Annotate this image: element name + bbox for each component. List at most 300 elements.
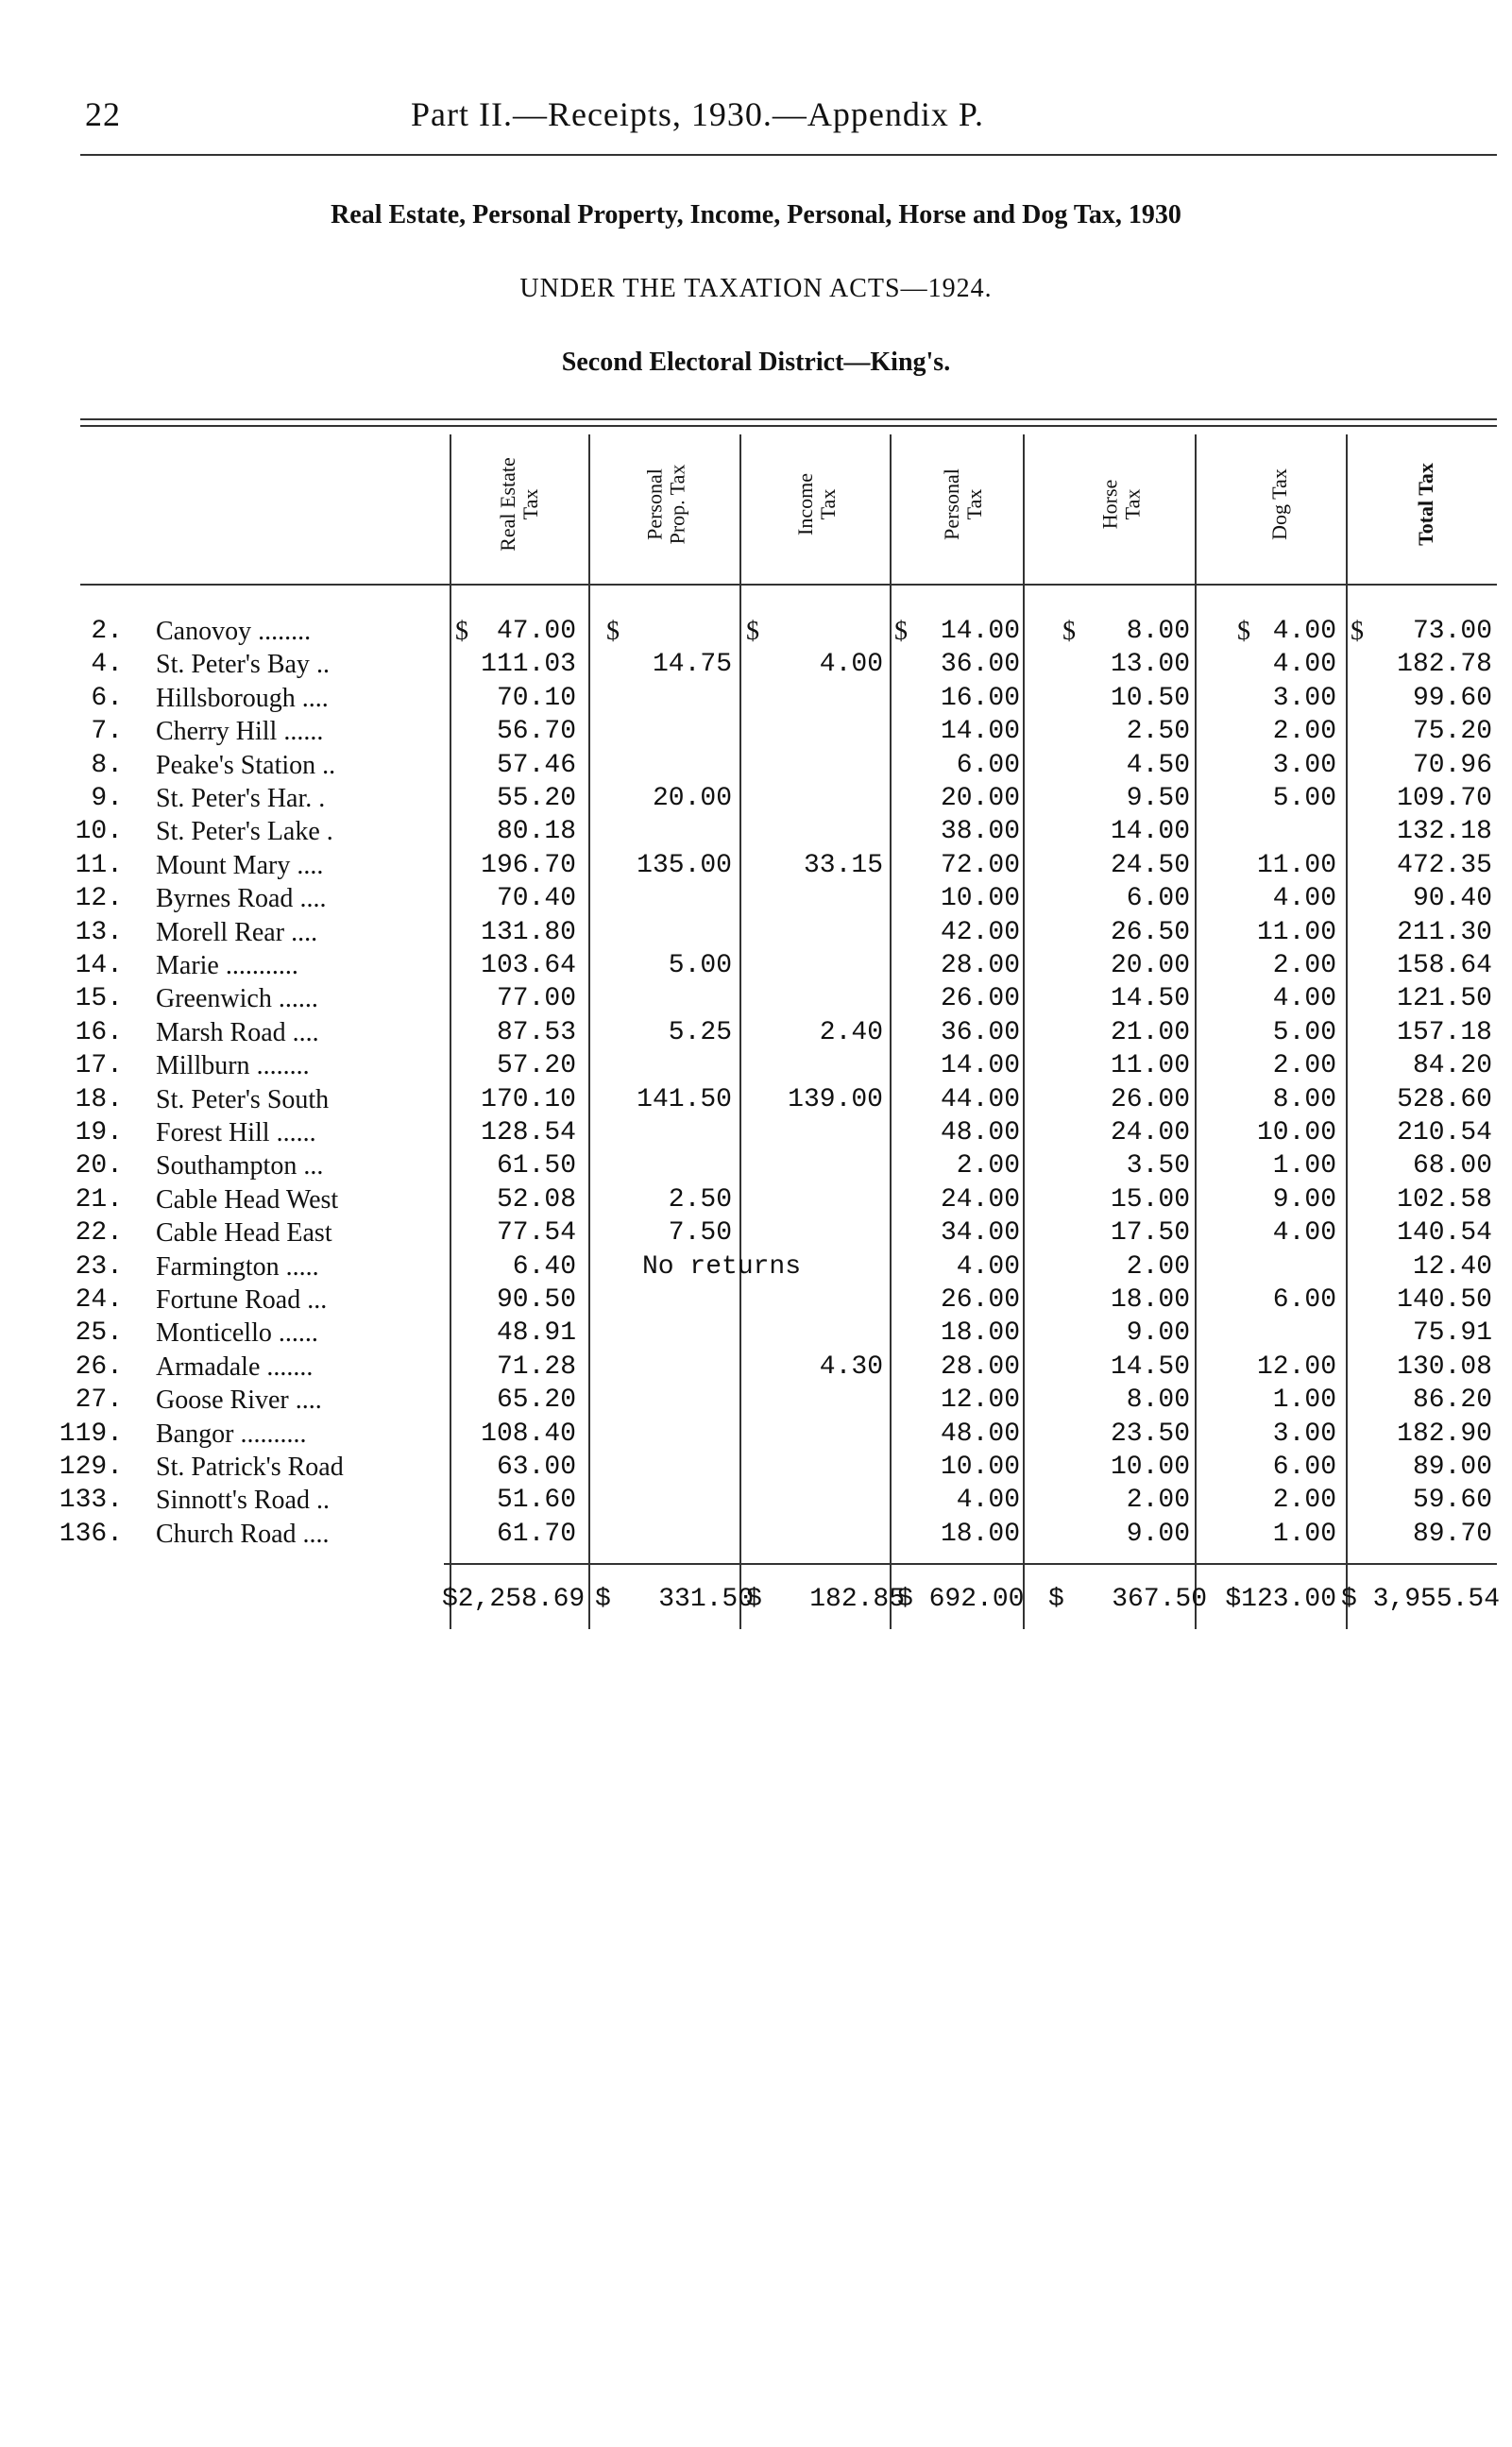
cell-dog: 2.00: [1272, 951, 1336, 980]
cell-horse: 8.00: [1126, 617, 1190, 646]
cell-dog: 3.00: [1272, 1419, 1336, 1449]
cell-real-estate: 128.54: [481, 1118, 576, 1147]
cell-total: 90.40: [1412, 884, 1492, 914]
row-locality: [156, 749, 449, 784]
cell-personal: 6.00: [956, 750, 1020, 780]
cell-horse: 11.00: [1110, 1051, 1190, 1081]
locality-name: St. Patrick's Road: [156, 1453, 344, 1482]
locality-name: Sinnott's Road: [156, 1486, 310, 1516]
cell-dog: 4.00: [1272, 1218, 1336, 1249]
locality-name: Byrnes Road: [156, 884, 294, 914]
cell-dog: 4.00: [1272, 884, 1336, 914]
cell-personal: 4.00: [956, 1486, 1020, 1516]
cell-real-estate: 61.50: [496, 1151, 576, 1181]
row-locality: [156, 1518, 449, 1553]
leader-dots: ....: [293, 884, 327, 914]
cell-dog: 1.00: [1272, 1151, 1336, 1181]
row-locality: [156, 1418, 449, 1453]
row-number: 12.: [75, 884, 123, 914]
cell-horse: 15.00: [1110, 1184, 1190, 1215]
total-horse: $ 367.50: [1048, 1585, 1208, 1614]
leader-dots: ..........: [233, 1419, 307, 1449]
leader-dots: .......: [260, 1351, 314, 1382]
table-top-rule-2: [80, 425, 1497, 427]
row-locality: [156, 1216, 449, 1251]
cell-horse: 9.00: [1126, 1318, 1190, 1349]
locality-name: Marie: [156, 951, 219, 980]
total-real-estate: $2,258.69: [442, 1585, 586, 1614]
table-row: [0, 916, 1512, 949]
cell-personal: 4.00: [956, 1251, 1020, 1282]
cell-personal: 14.00: [940, 617, 1020, 646]
row-locality: [156, 1049, 449, 1084]
cell-dog: 5.00: [1272, 784, 1336, 813]
total-income: $ 182.85: [746, 1585, 906, 1614]
cell-personal: 10.00: [940, 884, 1020, 914]
locality-name: Hillsborough: [156, 683, 296, 713]
cell-total: 528.60: [1397, 1084, 1492, 1114]
row-locality: [156, 1250, 449, 1285]
locality-name: Canovoy: [156, 617, 252, 646]
cell-personal-prop: 5.25: [668, 1017, 732, 1047]
row-locality: [156, 615, 449, 650]
locality-name: Goose River: [156, 1385, 289, 1416]
cell-dog: 6.00: [1272, 1285, 1336, 1315]
cell-dog: 12.00: [1256, 1351, 1336, 1382]
table-row: [0, 949, 1512, 982]
cell-real-estate: 196.70: [481, 850, 576, 880]
cell-personal: 36.00: [940, 650, 1020, 680]
table-row: [0, 615, 1512, 648]
cell-total: 73.00: [1412, 617, 1492, 646]
page-number: 22: [85, 95, 121, 133]
cell-income: 139.00: [788, 1084, 883, 1114]
locality-name: Southampton: [156, 1151, 297, 1181]
leader-dots: ...: [297, 1151, 324, 1181]
cell-dog: 5.00: [1272, 1017, 1336, 1047]
totals-rule: [444, 1563, 1497, 1565]
cell-total: 70.96: [1412, 750, 1492, 780]
row-number: 20.: [75, 1151, 123, 1181]
row-locality: [156, 1149, 449, 1184]
column-header-dog: Dog Tax: [1266, 468, 1291, 540]
table-row: [0, 782, 1512, 815]
locality-name: Peake's Station: [156, 750, 316, 780]
locality-name: Marsh Road: [156, 1017, 286, 1047]
row-locality: [156, 1451, 449, 1486]
cell-dog: 4.00: [1272, 650, 1336, 680]
cell-real-estate: 108.40: [481, 1419, 576, 1449]
cell-total: 472.35: [1397, 850, 1492, 880]
cell-total: 211.30: [1397, 917, 1492, 947]
cell-personal: 28.00: [940, 951, 1020, 980]
cell-total: 158.64: [1397, 951, 1492, 980]
cell-dog: 6.00: [1272, 1453, 1336, 1482]
total-personal: $ 692.00: [897, 1585, 1025, 1614]
column-header-real-estate: Real Estate Tax: [495, 457, 542, 552]
leader-dots: ....: [290, 850, 324, 880]
cell-horse: 14.50: [1110, 984, 1190, 1014]
row-locality: [156, 949, 449, 984]
locality-name: Bangor: [156, 1419, 234, 1449]
table-row: [0, 1049, 1512, 1082]
cell-personal: 48.00: [940, 1419, 1020, 1449]
locality-name: Cherry Hill: [156, 717, 278, 747]
cell-income: 4.30: [819, 1351, 883, 1382]
leader-dots: ......: [269, 1118, 316, 1147]
cell-horse: 9.50: [1126, 784, 1190, 813]
table-row: [0, 648, 1512, 681]
cell-dog: 9.00: [1272, 1184, 1336, 1215]
cell-total: 109.70: [1397, 784, 1492, 813]
table-row: [0, 1384, 1512, 1417]
cell-personal: 38.00: [940, 817, 1020, 847]
locality-name: Forest Hill: [156, 1118, 270, 1147]
cell-total: 68.00: [1412, 1151, 1492, 1181]
leader-dots: ....: [284, 917, 318, 947]
row-number: 15.: [75, 984, 123, 1014]
cell-horse: 14.00: [1110, 817, 1190, 847]
row-number: 6.: [91, 683, 123, 713]
row-number: 133.: [59, 1486, 123, 1516]
cell-dog: 11.00: [1256, 917, 1336, 947]
cell-horse: 6.00: [1126, 884, 1190, 914]
cell-real-estate: 87.53: [496, 1017, 576, 1047]
cell-horse: 4.50: [1126, 750, 1190, 780]
row-locality: [156, 1283, 449, 1318]
table-row: [0, 749, 1512, 782]
cell-real-estate: 77.54: [496, 1218, 576, 1249]
header-rule: [80, 154, 1497, 156]
leader-dots: ......: [277, 717, 324, 747]
cell-real-estate: 56.70: [496, 717, 576, 747]
table-row: [0, 882, 1512, 915]
locality-name: Church Road: [156, 1519, 297, 1549]
row-number: 18.: [75, 1084, 123, 1114]
row-number: 26.: [75, 1351, 123, 1382]
running-head: Part II.—Receipts, 1930.—Appendix P.: [411, 95, 984, 133]
cell-dog: 4.00: [1272, 617, 1336, 646]
table-row: [0, 1083, 1512, 1116]
cell-dog: 2.00: [1272, 1051, 1336, 1081]
leader-dots: ..: [309, 1486, 330, 1516]
cell-personal-prop: 7.50: [668, 1218, 732, 1249]
row-locality: [156, 916, 449, 951]
row-number: 24.: [75, 1285, 123, 1315]
row-number: 8.: [91, 750, 123, 780]
row-number: 23.: [75, 1251, 123, 1282]
row-locality: [156, 1016, 449, 1051]
table-row: [0, 1183, 1512, 1216]
table-row: [0, 1317, 1512, 1350]
total-total: $ 3,955.54: [1341, 1585, 1501, 1614]
leader-dots: ....: [288, 1385, 322, 1416]
locality-name: Greenwich: [156, 984, 272, 1014]
cell-dog: 11.00: [1256, 850, 1336, 880]
cell-total: 75.20: [1412, 717, 1492, 747]
row-number: 14.: [75, 951, 123, 980]
cell-horse: 2.00: [1126, 1251, 1190, 1282]
cell-total: 89.00: [1412, 1453, 1492, 1482]
cell-total: 12.40: [1412, 1251, 1492, 1282]
row-number: 22.: [75, 1218, 123, 1249]
leader-dots: ........: [251, 617, 312, 646]
row-locality: [156, 782, 449, 817]
cell-personal-prop: 2.50: [668, 1184, 732, 1215]
row-locality: [156, 1183, 449, 1218]
table-row: [0, 1351, 1512, 1384]
row-locality: [156, 1317, 449, 1351]
cell-total: 86.20: [1412, 1385, 1492, 1416]
total-personal-prop: $ 331.50: [595, 1585, 755, 1614]
cell-total: 182.78: [1397, 650, 1492, 680]
cell-real-estate: 103.64: [481, 951, 576, 980]
no-returns-note: No returns: [642, 1251, 802, 1282]
locality-name: St. Peter's Lake: [156, 817, 320, 847]
row-number: 136.: [59, 1519, 123, 1549]
row-number: 16.: [75, 1017, 123, 1047]
locality-name: Cable Head East: [156, 1218, 332, 1249]
leader-dots: ......: [271, 984, 318, 1014]
leader-dots: ...: [300, 1285, 328, 1315]
locality-name: St. Peter's Bay: [156, 650, 310, 680]
cell-real-estate: 71.28: [496, 1351, 576, 1382]
column-header-horse: Horse Tax: [1097, 479, 1145, 530]
table-top-rule: [80, 418, 1497, 420]
locality-name: Farmington: [156, 1251, 280, 1282]
cell-real-estate: 70.40: [496, 884, 576, 914]
cell-personal: 34.00: [940, 1218, 1020, 1249]
row-number: 13.: [75, 917, 123, 947]
row-number: 7.: [91, 717, 123, 747]
cell-total: 132.18: [1397, 817, 1492, 847]
cell-real-estate: 6.40: [512, 1251, 576, 1282]
table-row: [0, 1283, 1512, 1317]
cell-horse: 24.50: [1110, 850, 1190, 880]
cell-personal: 72.00: [940, 850, 1020, 880]
district-title: Second Electoral District—King's.: [561, 348, 951, 377]
leader-dots: .: [319, 817, 333, 847]
cell-horse: 2.50: [1126, 717, 1190, 747]
cell-real-estate: 65.20: [496, 1385, 576, 1416]
table-row: [0, 682, 1512, 715]
cell-personal-prop: 135.00: [637, 850, 732, 880]
cell-total: 89.70: [1412, 1519, 1492, 1549]
cell-horse: 2.00: [1126, 1486, 1190, 1516]
header-bottom-rule: [80, 584, 1497, 586]
cell-dog: 3.00: [1272, 683, 1336, 713]
locality-name: Monticello: [156, 1318, 272, 1349]
row-number: 9.: [91, 784, 123, 813]
cell-total: 84.20: [1412, 1051, 1492, 1081]
locality-name: Fortune Road: [156, 1285, 301, 1315]
total-dog: $123.00: [1225, 1585, 1336, 1614]
cell-horse: 3.50: [1126, 1151, 1190, 1181]
table-row: [0, 982, 1512, 1015]
cell-horse: 26.50: [1110, 917, 1190, 947]
cell-real-estate: 170.10: [481, 1084, 576, 1114]
cell-personal: 14.00: [940, 1051, 1020, 1081]
cell-income: 2.40: [819, 1017, 883, 1047]
cell-total: 75.91: [1412, 1318, 1492, 1349]
cell-personal: 18.00: [940, 1318, 1020, 1349]
cell-total: 210.54: [1397, 1118, 1492, 1147]
row-locality: [156, 648, 449, 683]
cell-real-estate: 61.70: [496, 1519, 576, 1549]
cell-personal: 16.00: [940, 683, 1020, 713]
cell-real-estate: 131.80: [481, 917, 576, 947]
row-locality: [156, 1384, 449, 1419]
cell-personal: 36.00: [940, 1017, 1020, 1047]
cell-horse: 17.50: [1110, 1218, 1190, 1249]
column-header-personal: Personal Tax: [939, 468, 986, 540]
cell-income: 33.15: [803, 850, 883, 880]
table-row: [0, 1116, 1512, 1149]
cell-personal: 12.00: [940, 1385, 1020, 1416]
row-number: 25.: [75, 1318, 123, 1349]
row-locality: [156, 1116, 449, 1151]
cell-horse: 18.00: [1110, 1285, 1190, 1315]
leader-dots: .: [312, 784, 326, 813]
leader-dots: .....: [279, 1251, 319, 1282]
cell-personal: 18.00: [940, 1519, 1020, 1549]
leader-dots: ...........: [218, 951, 298, 980]
row-locality: [156, 1083, 449, 1118]
cell-horse: 14.50: [1110, 1351, 1190, 1382]
cell-horse: 13.00: [1110, 650, 1190, 680]
cell-personal-prop: 141.50: [637, 1084, 732, 1114]
cell-personal: 2.00: [956, 1151, 1020, 1181]
cell-total: 121.50: [1397, 984, 1492, 1014]
column-header-personal-prop: Personal Prop. Tax: [642, 464, 688, 545]
cell-income: 4.00: [819, 650, 883, 680]
column-header-total: Total Tax: [1413, 463, 1437, 546]
cell-total: 140.54: [1397, 1218, 1492, 1249]
cell-total: 182.90: [1397, 1419, 1492, 1449]
cell-total: 140.50: [1397, 1285, 1492, 1315]
cell-horse: 24.00: [1110, 1118, 1190, 1147]
row-locality: [156, 1351, 449, 1385]
table-row: [0, 1149, 1512, 1182]
row-locality: [156, 815, 449, 850]
row-locality: [156, 682, 449, 717]
cell-horse: 9.00: [1126, 1519, 1190, 1549]
cell-real-estate: 47.00: [496, 617, 576, 646]
row-number: 21.: [75, 1184, 123, 1215]
cell-personal: 20.00: [940, 784, 1020, 813]
locality-name: Mount Mary: [156, 850, 291, 880]
locality-name: Armadale: [156, 1351, 261, 1382]
cell-total: 130.08: [1397, 1351, 1492, 1382]
totals-row: [0, 1583, 1512, 1616]
locality-name: Morell Rear: [156, 917, 285, 947]
leader-dots: ....: [296, 1519, 330, 1549]
cell-dog: 3.00: [1272, 750, 1336, 780]
row-number: 2.: [91, 617, 123, 646]
cell-dog: 8.00: [1272, 1084, 1336, 1114]
cell-real-estate: 52.08: [496, 1184, 576, 1215]
cell-horse: 23.50: [1110, 1419, 1190, 1449]
table-title: Real Estate, Personal Property, Income, Personal, Horse and Dog Tax, 1930: [331, 200, 1181, 229]
table-row: [0, 849, 1512, 882]
cell-horse: 20.00: [1110, 951, 1190, 980]
cell-total: 59.60: [1412, 1486, 1492, 1516]
cell-personal: 26.00: [940, 1285, 1020, 1315]
cell-personal: 42.00: [940, 917, 1020, 947]
cell-real-estate: 70.10: [496, 683, 576, 713]
cell-real-estate: 111.03: [481, 650, 576, 680]
table-row: [0, 1418, 1512, 1451]
cell-total: 99.60: [1412, 683, 1492, 713]
cell-real-estate: 90.50: [496, 1285, 576, 1315]
cell-dog: 2.00: [1272, 717, 1336, 747]
cell-real-estate: 77.00: [496, 984, 576, 1014]
cell-horse: 10.00: [1110, 1453, 1190, 1482]
table-row: [0, 1451, 1512, 1484]
table-subtitle: UNDER THE TAXATION ACTS—1924.: [519, 274, 993, 303]
row-number: 27.: [75, 1385, 123, 1416]
locality-name: Cable Head West: [156, 1184, 339, 1215]
leader-dots: ....: [285, 1017, 319, 1047]
row-number: 11.: [75, 850, 123, 880]
row-locality: [156, 982, 449, 1017]
row-number: 119.: [59, 1419, 123, 1449]
cell-personal: 28.00: [940, 1351, 1020, 1382]
row-number: 19.: [75, 1118, 123, 1147]
cell-dog: 4.00: [1272, 984, 1336, 1014]
column-header-income: Income Tax: [793, 473, 840, 535]
cell-dog: 2.00: [1272, 1486, 1336, 1516]
table-row: [0, 1518, 1512, 1551]
cell-dog: 10.00: [1256, 1118, 1336, 1147]
leader-dots: ..: [315, 750, 336, 780]
cell-horse: 8.00: [1126, 1385, 1190, 1416]
cell-personal: 48.00: [940, 1118, 1020, 1147]
cell-real-estate: 57.46: [496, 750, 576, 780]
row-number: 17.: [75, 1051, 123, 1081]
cell-personal: 24.00: [940, 1184, 1020, 1215]
leader-dots: ......: [271, 1318, 318, 1349]
cell-real-estate: 55.20: [496, 784, 576, 813]
table-row: [0, 1250, 1512, 1283]
cell-personal: 26.00: [940, 984, 1020, 1014]
row-number: 4.: [91, 650, 123, 680]
table-row: [0, 1016, 1512, 1049]
cell-real-estate: 80.18: [496, 817, 576, 847]
row-number: 129.: [59, 1453, 123, 1482]
cell-total: 157.18: [1397, 1017, 1492, 1047]
cell-personal: 10.00: [940, 1453, 1020, 1482]
cell-personal: 44.00: [940, 1084, 1020, 1114]
cell-personal: 14.00: [940, 717, 1020, 747]
row-number: 10.: [75, 817, 123, 847]
leader-dots: ..: [309, 650, 330, 680]
cell-horse: 21.00: [1110, 1017, 1190, 1047]
locality-name: Millburn: [156, 1051, 250, 1081]
table-row: [0, 1484, 1512, 1517]
cell-total: 102.58: [1397, 1184, 1492, 1215]
table-row: [0, 715, 1512, 748]
row-locality: [156, 1484, 449, 1519]
cell-personal-prop: 14.75: [652, 650, 732, 680]
cell-real-estate: 51.60: [496, 1486, 576, 1516]
cell-horse: 26.00: [1110, 1084, 1190, 1114]
cell-dog: 1.00: [1272, 1519, 1336, 1549]
cell-personal-prop: 5.00: [668, 951, 732, 980]
row-locality: [156, 882, 449, 917]
locality-name: St. Peter's Har.: [156, 784, 313, 813]
cell-personal-prop: 20.00: [652, 784, 732, 813]
